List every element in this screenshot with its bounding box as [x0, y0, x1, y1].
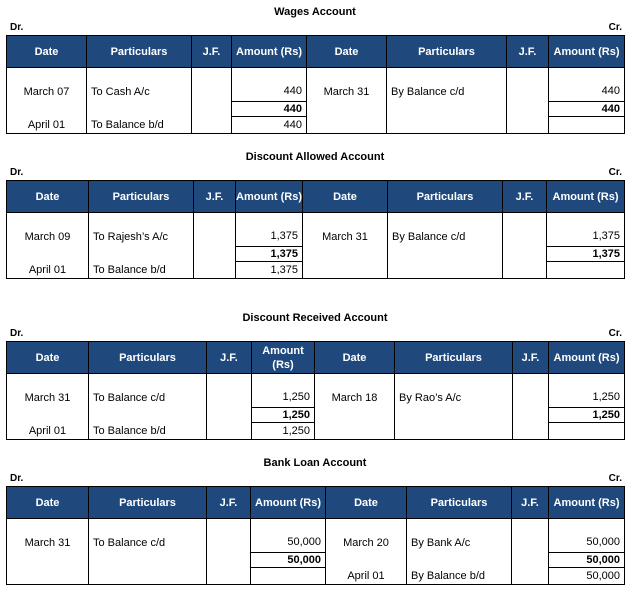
credit-particulars: By Balance c/d	[387, 82, 507, 102]
header-date-credit: Date	[326, 487, 407, 519]
header-particulars-credit: Particulars	[387, 36, 507, 68]
credit-jf	[513, 388, 549, 408]
debit-bd-particulars: To Balance b/d	[87, 117, 192, 134]
ledger-title: Discount Received Account	[242, 312, 388, 324]
debit-total: 1,375	[236, 247, 303, 262]
debit-bd-amount: 440	[232, 117, 307, 134]
table-row-balance	[7, 423, 625, 440]
ledger-title: Wages Account	[274, 6, 356, 18]
header-particulars-credit: Particulars	[395, 342, 513, 374]
header-amount-debit: Amount (Rs)	[252, 342, 315, 374]
debit-jf	[192, 82, 232, 102]
header-jf-debit: J.F.	[207, 342, 252, 374]
credit-amount: 50,000	[549, 533, 625, 553]
ledger-table	[6, 35, 625, 134]
header-amount-credit: Amount (Rs)	[549, 36, 625, 68]
table-row-total	[7, 408, 625, 423]
debit-total: 50,000	[251, 553, 326, 568]
credit-label: Cr.	[608, 328, 622, 339]
credit-particulars: By Bank A/c	[407, 533, 512, 553]
credit-date: March 20	[326, 533, 407, 553]
header-jf-credit: J.F.	[513, 342, 549, 374]
table-row	[7, 227, 625, 247]
debit-bd-amount: 1,375	[236, 262, 303, 279]
header-particulars-debit: Particulars	[87, 36, 192, 68]
credit-total: 440	[549, 102, 625, 117]
ledger-title: Discount Allowed Account	[245, 151, 385, 163]
credit-date: March 31	[303, 227, 388, 247]
debit-jf	[194, 227, 236, 247]
header-jf-credit: J.F.	[512, 487, 549, 519]
header-particulars-debit: Particulars	[89, 487, 207, 519]
header-jf-credit: J.F.	[507, 36, 549, 68]
credit-particulars: By Rao’s A/c	[395, 388, 513, 408]
debit-amount: 440	[232, 82, 307, 102]
table-row-total	[7, 247, 625, 262]
credit-label: Cr.	[608, 22, 622, 33]
header-date-credit: Date	[315, 342, 395, 374]
credit-label: Cr.	[608, 473, 622, 484]
debit-bd-amount: 1,250	[252, 423, 315, 440]
credit-amount: 1,250	[549, 388, 625, 408]
ledger-title: Bank Loan Account	[263, 457, 367, 469]
table-row-balance	[7, 262, 625, 279]
debit-bd-particulars: To Balance b/d	[89, 423, 207, 440]
debit-label: Dr.	[10, 167, 24, 178]
header-date-credit: Date	[307, 36, 387, 68]
header-date-debit: Date	[7, 487, 89, 519]
header-amount-debit: Amount (Rs)	[236, 181, 303, 213]
table-row-total	[7, 102, 625, 117]
debit-date: March 09	[7, 227, 89, 247]
header-particulars-credit: Particulars	[388, 181, 503, 213]
header-amount-debit: Amount (Rs)	[251, 487, 326, 519]
credit-amount: 1,375	[547, 227, 625, 247]
header-amount-debit: Amount (Rs)	[232, 36, 307, 68]
table-row-balance	[7, 568, 625, 585]
table-row-total	[7, 553, 625, 568]
ledger-table	[6, 486, 625, 585]
credit-jf	[503, 227, 547, 247]
credit-jf	[512, 533, 549, 553]
ledger-table	[6, 341, 625, 440]
debit-total: 440	[232, 102, 307, 117]
debit-particulars: To Balance c/d	[89, 388, 207, 408]
debit-total: 1,250	[252, 408, 315, 423]
table-row	[7, 388, 625, 408]
header-particulars-credit: Particulars	[407, 487, 512, 519]
credit-bd-amount: 50,000	[549, 568, 625, 585]
header-jf-credit: J.F.	[503, 181, 547, 213]
debit-date: March 31	[7, 388, 89, 408]
debit-amount: 1,250	[252, 388, 315, 408]
debit-amount: 1,375	[236, 227, 303, 247]
header-jf-debit: J.F.	[207, 487, 251, 519]
debit-bd-date: April 01	[7, 423, 89, 440]
debit-bd-date: April 01	[7, 262, 89, 279]
credit-total: 1,375	[547, 247, 625, 262]
credit-label: Cr.	[608, 167, 622, 178]
credit-total: 50,000	[549, 553, 625, 568]
debit-bd-date: April 01	[7, 117, 87, 134]
credit-total: 1,250	[549, 408, 625, 423]
debit-particulars: To Rajesh’s A/c	[89, 227, 194, 247]
header-date-debit: Date	[7, 36, 87, 68]
debit-label: Dr.	[10, 473, 24, 484]
credit-jf	[507, 82, 549, 102]
header-amount-credit: Amount (Rs)	[547, 181, 625, 213]
credit-amount: 440	[549, 82, 625, 102]
table-row	[7, 82, 625, 102]
debit-particulars: To Balance c/d	[89, 533, 207, 553]
header-jf-debit: J.F.	[194, 181, 236, 213]
credit-bd-date: April 01	[326, 568, 407, 585]
debit-bd-particulars: To Balance b/d	[89, 262, 194, 279]
header-amount-credit: Amount (Rs)	[549, 487, 625, 519]
debit-label: Dr.	[10, 328, 24, 339]
credit-date: March 18	[315, 388, 395, 408]
header-date-debit: Date	[7, 342, 89, 374]
table-row	[7, 533, 625, 553]
credit-particulars: By Balance c/d	[388, 227, 503, 247]
header-amount-credit: Amount (Rs)	[549, 342, 625, 374]
debit-amount: 50,000	[251, 533, 326, 553]
header-particulars-debit: Particulars	[89, 342, 207, 374]
credit-bd-particulars: By Balance b/d	[407, 568, 512, 585]
debit-label: Dr.	[10, 22, 24, 33]
header-jf-debit: J.F.	[192, 36, 232, 68]
debit-particulars: To Cash A/c	[87, 82, 192, 102]
header-date-credit: Date	[303, 181, 388, 213]
debit-date: March 31	[7, 533, 89, 553]
debit-jf	[207, 388, 252, 408]
credit-date: March 31	[307, 82, 387, 102]
header-particulars-debit: Particulars	[89, 181, 194, 213]
header-date-debit: Date	[7, 181, 89, 213]
table-row-balance	[7, 117, 625, 134]
ledger-table	[6, 180, 625, 279]
debit-jf	[207, 533, 251, 553]
debit-date: March 07	[7, 82, 87, 102]
